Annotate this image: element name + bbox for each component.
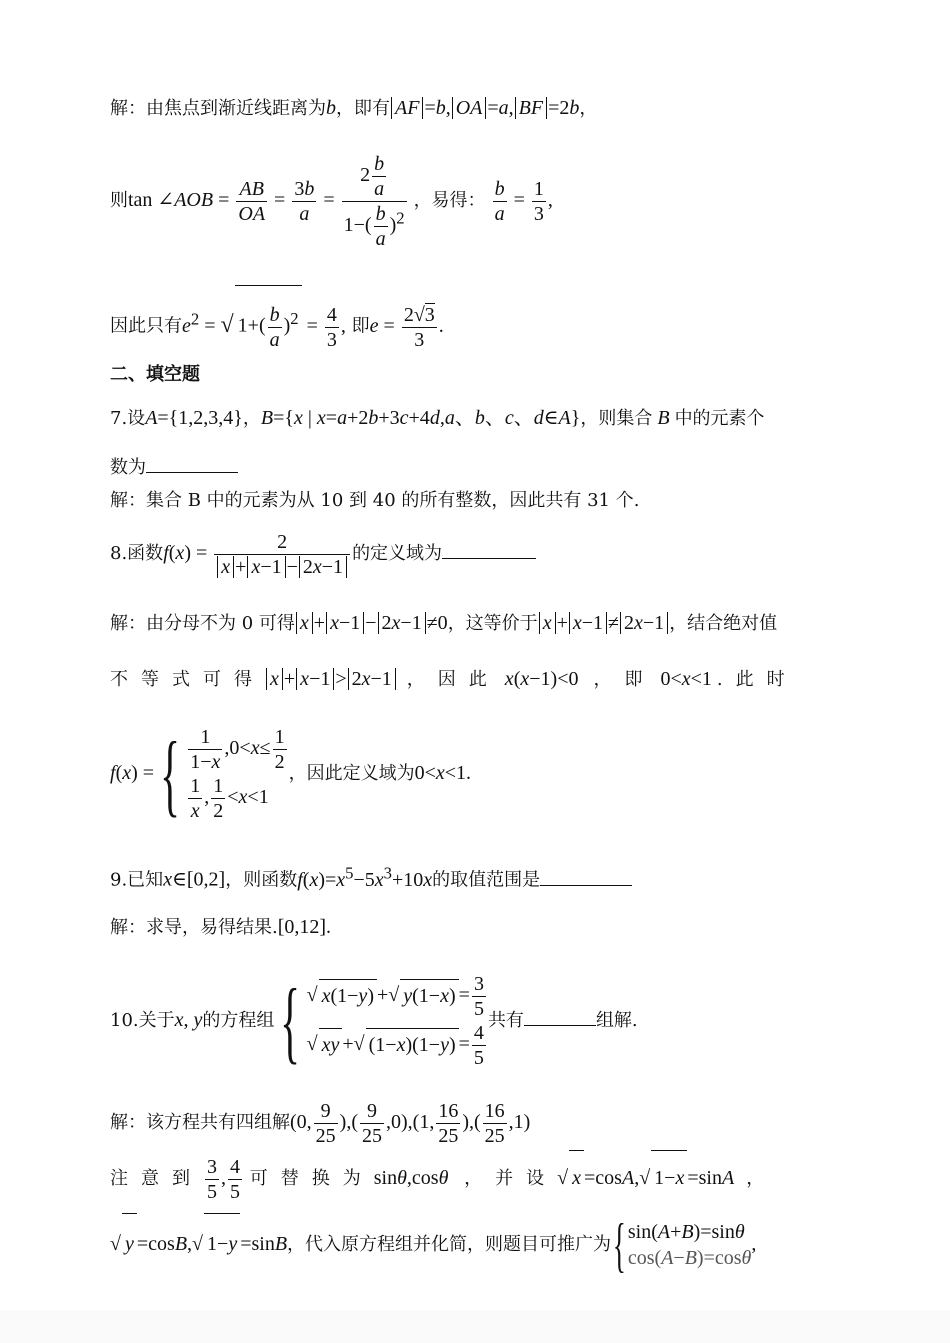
math: sinθ,cosθ bbox=[373, 1167, 449, 1189]
question-10 bbox=[110, 965, 638, 1076]
text: ，易得： bbox=[413, 190, 486, 211]
text: .此时 bbox=[716, 669, 798, 690]
text: ，即有 bbox=[336, 98, 390, 119]
math: b bbox=[326, 97, 336, 119]
math: x, y bbox=[174, 1009, 203, 1031]
math: x∈[0,2] bbox=[163, 868, 226, 891]
page-bottom-edge bbox=[0, 1310, 950, 1343]
text: 不等式可得 bbox=[110, 669, 265, 690]
math: x(x−1)<0 bbox=[504, 668, 584, 690]
math: √ x =cosA,√ 1−x =sinA bbox=[557, 1167, 734, 1189]
text: 中的元素个 bbox=[674, 408, 765, 429]
text: ，并设 bbox=[464, 1168, 558, 1189]
answer-9 bbox=[110, 914, 331, 941]
answer-blank[interactable] bbox=[146, 452, 238, 473]
math: $e^2$ = √ 1+( $\frac{b}{a}$ )$^2$ = $\frac{4}{3}$ , bbox=[182, 315, 346, 337]
math: A={1,2,3,4} bbox=[145, 407, 243, 429]
math: e = $\frac{2√3}{3}$ . bbox=[369, 303, 444, 351]
section-title: 二、填空题 bbox=[110, 364, 200, 385]
text: ，这等价于 bbox=[447, 613, 538, 634]
math: √ y =cosB,√ 1−y =sinB bbox=[110, 1233, 287, 1255]
question-9 bbox=[110, 860, 632, 894]
solution-line-1 bbox=[110, 95, 597, 122]
math: 0<x<1. bbox=[414, 762, 472, 784]
text: 因此只有 bbox=[110, 315, 182, 337]
text: 7.设 bbox=[110, 408, 146, 429]
math: x + x−1 > 2x−1 bbox=[265, 668, 397, 690]
answer-blank[interactable] bbox=[540, 865, 632, 886]
answer-10-line-2 bbox=[110, 1150, 764, 1206]
text: 解：求导，易得结果. bbox=[110, 917, 278, 938]
math: $\frac{b}{a}$ = $\frac{1}{3}$ , bbox=[494, 177, 553, 225]
math: B={x | x=a+2b+3c+4d,a、b、c、d∈A} bbox=[260, 407, 581, 429]
math: [0,12]. bbox=[277, 916, 332, 938]
math: $f(x)=x^5-5x^3+10x$ bbox=[297, 863, 433, 891]
text: 9.已知 bbox=[110, 869, 164, 891]
solution-line-2 bbox=[110, 150, 553, 251]
text: 的定义域为 bbox=[352, 543, 443, 564]
text: ， bbox=[579, 98, 598, 119]
answer-10-line-3 bbox=[110, 1212, 757, 1279]
text: 数为 bbox=[110, 457, 146, 478]
text: 10.关于 bbox=[110, 1010, 175, 1031]
text: 解：该方程共有四组解 bbox=[110, 1112, 290, 1133]
answer-blank[interactable] bbox=[524, 1005, 596, 1026]
text: 共有 bbox=[487, 1010, 524, 1031]
math: { √ x(1−y) +√ y(1−x) = $\frac{3}{5}$ √ xy +√ (1−x)(1−y) = $\frac{4}{5}$ bbox=[280, 970, 484, 1073]
answer-7: 解：集合 B 中的元素为从 10 到 40 的所有整数，因此共有 31 个. bbox=[110, 490, 640, 511]
question-7: 7.设A={1,2,3,4}，B={x | x=a+2b+3c+4d,a、b、c、d∈A}，则集合 B 中的元素个 bbox=[110, 407, 765, 429]
text: ，代入原方程组并化简，则题目可推广为 bbox=[287, 1234, 612, 1255]
math: { sin(A+B)=sinθ cos(A−B)=cosθ , bbox=[612, 1212, 757, 1279]
text: 解：由焦点到渐近线距离为 bbox=[110, 98, 326, 119]
text: ， bbox=[746, 1168, 765, 1189]
math: B bbox=[657, 407, 670, 429]
text: 组解. bbox=[595, 1010, 638, 1031]
text: 的取值范围是 bbox=[432, 869, 541, 891]
text: ，则函数 bbox=[225, 869, 298, 891]
math: x + x−1 − 2x−1 ≠0 bbox=[295, 612, 448, 634]
solution-line-3 bbox=[110, 285, 444, 360]
text: ，结合绝对值 bbox=[669, 613, 778, 634]
text: ，因此定义域为 bbox=[288, 763, 415, 784]
math: f(x) ={ $\frac{1}{1-x}$ ,0<x≤ $\frac{1}{2}$ $\frac{1}{x}$ , $\frac{1}{2}$ <x<1 bbox=[110, 723, 285, 826]
text: 则 bbox=[110, 190, 128, 211]
text: 可替换为 bbox=[249, 1168, 374, 1189]
answer-8-line-1 bbox=[110, 610, 777, 637]
answer-blank[interactable] bbox=[442, 538, 536, 559]
text: ，即 bbox=[593, 669, 656, 690]
question-7-cont bbox=[110, 452, 238, 481]
text: 即 bbox=[351, 315, 370, 337]
text: 解：由分母不为 0 可得 bbox=[110, 613, 295, 634]
text: 注意到 bbox=[110, 1168, 203, 1189]
math: 0<x<1 bbox=[655, 668, 717, 690]
text: ，则集合 bbox=[580, 408, 653, 429]
text: 8.函数 bbox=[110, 543, 164, 564]
math: (0, $\frac{9}{25}$ ),( $\frac{9}{25}$ ,0),(1, $\frac{16}{25}$ ),( $\frac{16}{25}$ ,1) bbox=[290, 1099, 531, 1147]
text: 的方程组 bbox=[202, 1010, 275, 1031]
math: f(x) = $\frac{2}{x + x-1 - 2x-1}$ bbox=[163, 542, 352, 564]
math: x + x−1 ≠ 2x−1 bbox=[538, 612, 670, 634]
answer-8-piecewise bbox=[110, 718, 471, 829]
text: ，因此 bbox=[406, 669, 500, 690]
answer-10-line-1 bbox=[110, 1095, 530, 1150]
math: $\frac{3}{5}$ , $\frac{4}{5}$ bbox=[207, 1155, 240, 1203]
question-8 bbox=[110, 525, 536, 582]
math: tan ∠AOB = $\frac{AB}{OA}$ = $\frac{3b}{a}$ = 2 $\frac{b}{a}$ 1−( $\frac{b}{a}$ )$^2$ bbox=[128, 152, 405, 250]
math: AF =b, OA =a, BF =2b bbox=[390, 97, 579, 119]
answer-8-line-2 bbox=[110, 666, 798, 693]
